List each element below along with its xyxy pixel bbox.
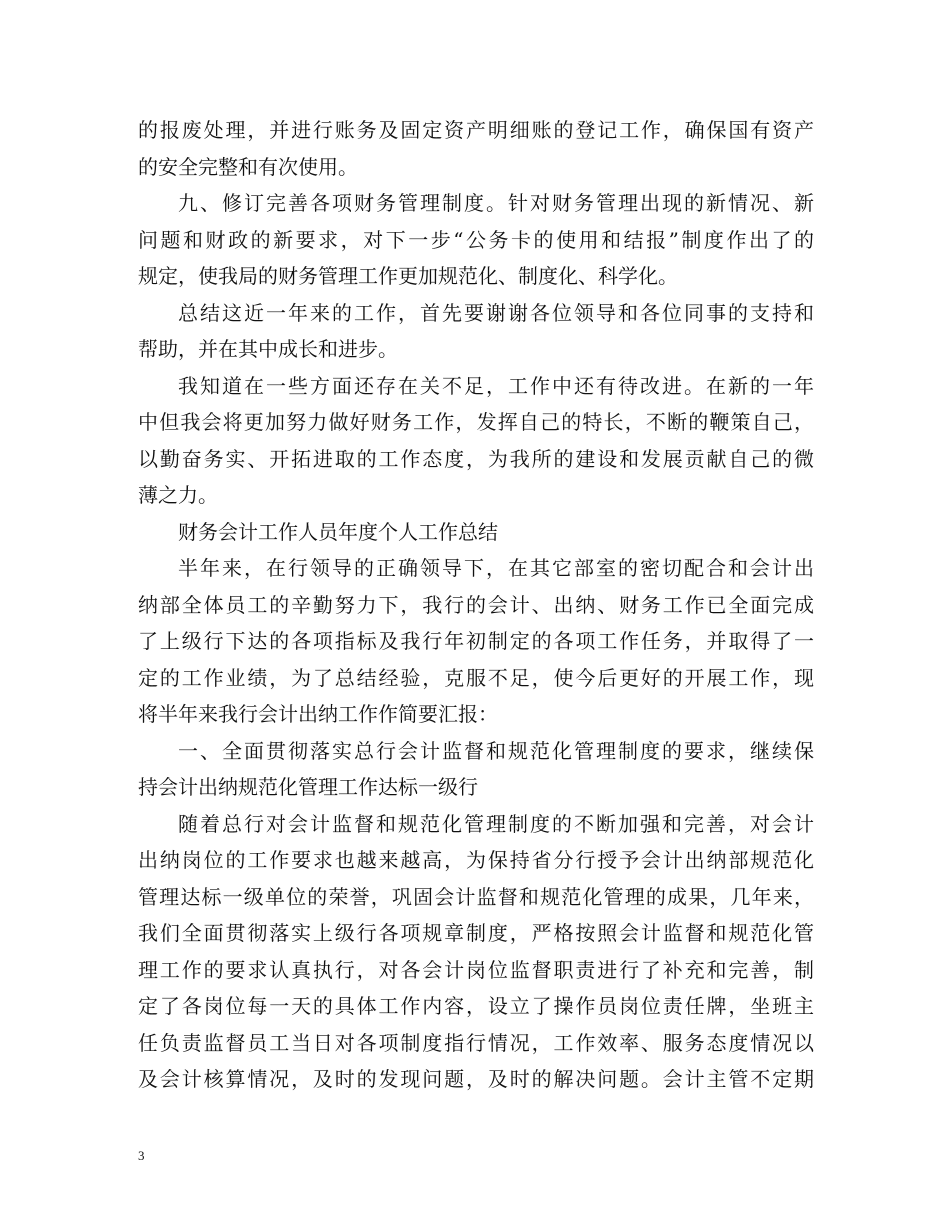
text-line: 九、修订完善各项财务管理制度。针对财务管理出现的新情况、新 (178, 191, 814, 215)
text-line: 总结这近一年来的工作，首先要谢谢各位领导和各位同事的支持和 (178, 300, 814, 325)
text-line: 了上级行下达的各项指标及我行年初制定的各项工作任务，并取得了一 (138, 629, 814, 653)
text-line: 薄之力。 (138, 483, 218, 507)
text-line: 以勤奋务实、开拓进取的工作态度，为我所的建设和发展贡献自己的微 (138, 446, 814, 471)
text-line: 规定，使我局的财务管理工作更加规范化、制度化、科学化。 (138, 264, 678, 288)
text-line: 财务会计工作人员年度个人工作总结 (178, 519, 498, 544)
text-line: 定了各岗位每一天的具体工作内容，设立了操作员岗位责任牌，坐班主 (138, 994, 814, 1018)
text-line: 帮助，并在其中成长和进步。 (138, 337, 398, 361)
text-line: 及会计核算情况，及时的发现问题，及时的解决问题。会计主管不定期 (138, 1067, 814, 1091)
text-line: 将半年来我行会计出纳工作作简要汇报： (138, 702, 498, 726)
text-line: 任负责监督员工当日对各项制度指行情况，工作效率、服务态度情况以 (138, 1030, 814, 1055)
text-line: 定的工作业绩，为了总结经验，克服不足，使今后更好的开展工作，现 (138, 665, 814, 690)
text-line: 一、全面贯彻落实总行会计监督和规范化管理制度的要求，继续保 (178, 738, 814, 763)
text-line: 纳部全体员工的辛勤努力下，我行的会计、出纳、财务工作已全面完成 (138, 592, 814, 617)
text-line: 的报废处理，并进行账务及固定资产明细账的登记工作，确保国有资产 (138, 118, 814, 142)
text-line: 问题和财政的新要求，对下一步“公务卡的使用和结报”制度作出了的 (138, 227, 814, 252)
text-line: 我知道在一些方面还存在关不足，工作中还有待改进。在新的一年 (178, 373, 814, 398)
text-line: 中但我会将更加努力做好财务工作，发挥自己的特长，不断的鞭策自己， (138, 410, 814, 434)
document-body (138, 112, 814, 1098)
text-line: 的安全完整和有次使用。 (138, 154, 358, 179)
text-line: 半年来，在行领导的正确领导下，在其它部室的密切配合和会计出 (178, 556, 814, 580)
text-line: 出纳岗位的工作要求也越来越高，为保持省分行授予会计出纳部规范化 (138, 848, 814, 872)
text-line: 随着总行对会计监督和规范化管理制度的不断加强和完善，对会计 (178, 811, 814, 836)
text-line: 理工作的要求认真执行，对各会计岗位监督职责进行了补充和完善，制 (138, 957, 814, 982)
page-number: 3 (138, 1148, 145, 1163)
text-line: 持会计出纳规范化管理工作达标一级行 (138, 775, 478, 799)
text-line: 管理达标一级单位的荣誉，巩固会计监督和规范化管理的成果，几年来， (138, 884, 814, 909)
text-line: 我们全面贯彻落实上级行各项规章制度，严格按照会计监督和规范化管 (138, 921, 814, 945)
